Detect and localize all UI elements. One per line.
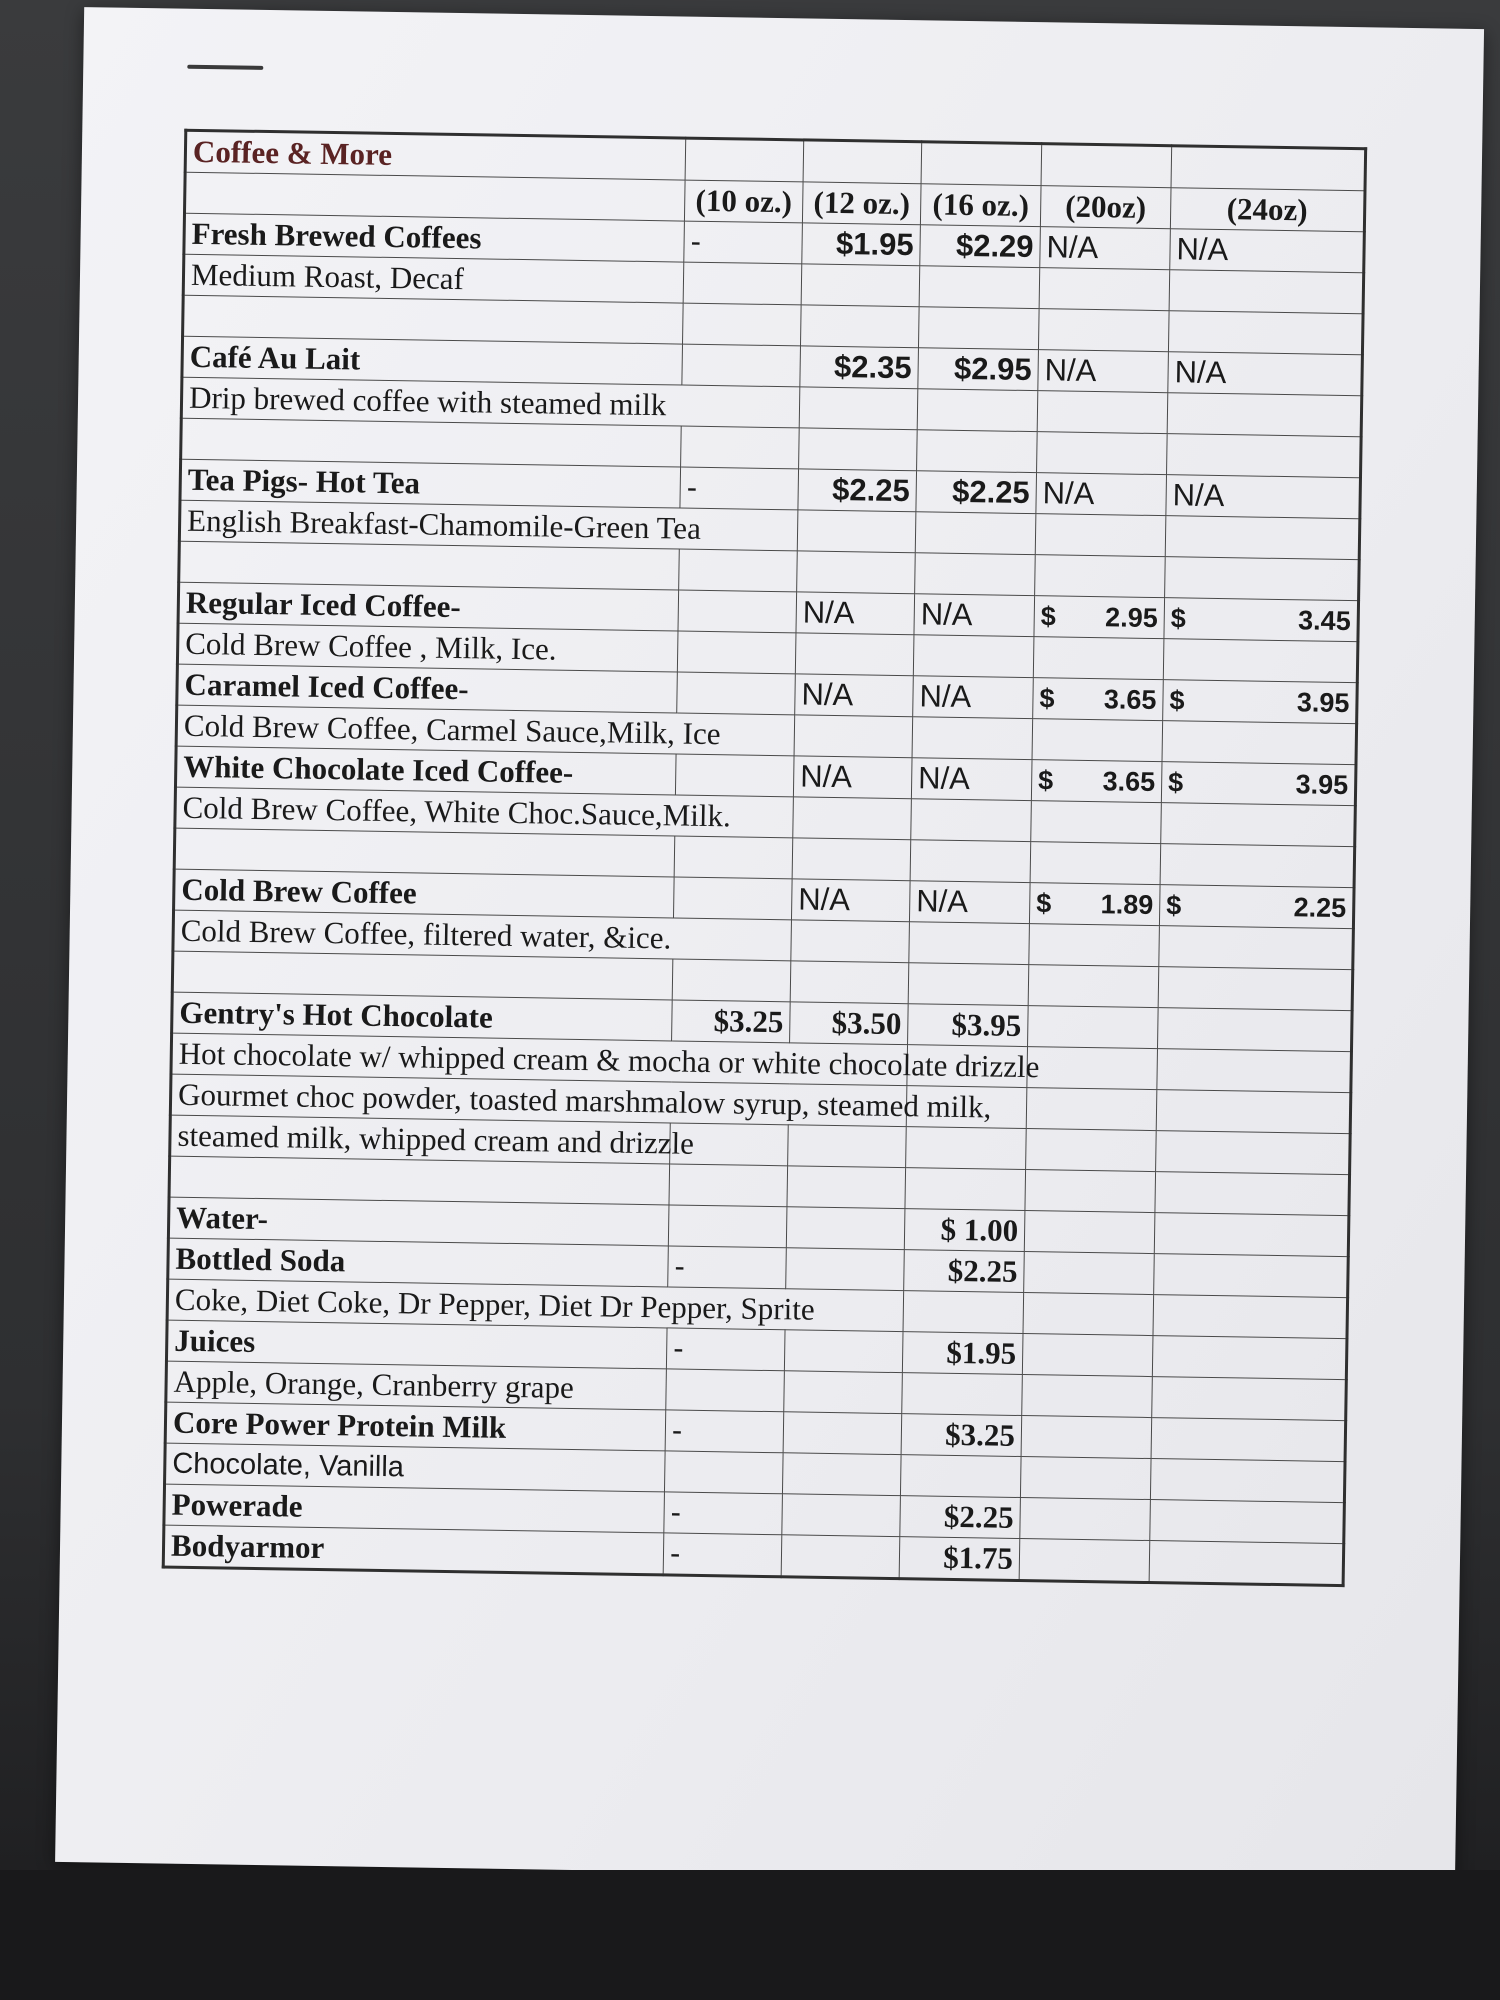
price-cell: N/A	[909, 881, 1030, 924]
price-cell: $3.25	[901, 1414, 1022, 1457]
dark-surface	[0, 1870, 1500, 2000]
item-description: Apple, Orange, Cranberry grape	[166, 1361, 667, 1410]
item-description: Cold Brew Coffee, White Choc.Sauce,Milk.	[175, 787, 794, 838]
size-header: (20oz)	[1040, 186, 1171, 229]
price-cell: N/A	[795, 674, 914, 717]
price-cell: -	[666, 1328, 785, 1371]
item-description: Medium Roast, Decaf	[183, 254, 684, 303]
item-name: White Chocolate Iced Coffee-	[175, 746, 676, 795]
item-name: Core Power Protein Milk	[165, 1402, 666, 1451]
price-cell: N/A	[1038, 350, 1169, 393]
price-cell: -	[663, 1533, 782, 1577]
item-description: Cold Brew Coffee, filtered water, &ice.	[173, 910, 792, 961]
price-cell: $ 2.95	[1034, 596, 1165, 639]
item-name: Juices	[166, 1320, 667, 1369]
item-name: Water-	[168, 1197, 669, 1246]
price-cell: $2.29	[920, 225, 1041, 268]
price-cell: $ 1.00	[904, 1209, 1025, 1252]
price-cell: N/A	[1040, 227, 1171, 270]
price-cell: N/A	[1166, 475, 1361, 519]
price-cell: $ 1.89	[1029, 883, 1160, 926]
item-description: Cold Brew Coffee , Milk, Ice.	[177, 623, 678, 672]
price-cell: -	[684, 221, 803, 264]
pen-mark	[187, 65, 263, 70]
price-cell: $2.25	[798, 469, 917, 512]
price-cell: $ 3.45	[1164, 598, 1359, 642]
price-cell: $2.25	[904, 1250, 1025, 1293]
item-name: Gentry's Hot Chocolate	[172, 992, 673, 1041]
price-cell: -	[664, 1492, 783, 1535]
menu-table	[162, 129, 1367, 1587]
price-cell: $ 3.65	[1031, 760, 1162, 803]
menu-title: Coffee & More	[185, 130, 686, 180]
price-cell: $ 3.65	[1033, 678, 1164, 721]
item-name: Bottled Soda	[168, 1238, 669, 1287]
price-cell: $2.35	[800, 346, 919, 389]
item-name: Cold Brew Coffee	[174, 869, 675, 918]
item-name: Caramel Iced Coffee-	[177, 664, 678, 713]
item-name: Bodyarmor	[163, 1525, 664, 1575]
item-description: Drip brewed coffee with steamed milk	[181, 377, 800, 428]
item-description: English Breakfast-Chamomile-Green Tea	[179, 500, 798, 551]
price-cell: $ 3.95	[1161, 762, 1356, 806]
price-cell: N/A	[1036, 473, 1167, 516]
item-name: Tea Pigs- Hot Tea	[180, 459, 681, 508]
size-header: (16 oz.)	[920, 184, 1041, 227]
price-cell: -	[665, 1410, 784, 1453]
item-name: Powerade	[164, 1484, 665, 1533]
item-description: Coke, Diet Coke, Dr Pepper, Diet Dr Pepper, Sprite	[167, 1279, 904, 1332]
price-cell: $1.75	[899, 1537, 1020, 1581]
item-description: Hot chocolate w/ whipped cream & mocha or white chocolate drizzle	[171, 1033, 908, 1086]
item-name: Fresh Brewed Coffees	[184, 213, 685, 262]
price-cell: $3.95	[908, 1004, 1029, 1047]
price-cell: $1.95	[802, 223, 921, 266]
size-header: (24oz)	[1170, 188, 1365, 232]
price-cell: N/A	[911, 758, 1032, 801]
item-description: steamed milk, whipped cream and drizzle	[170, 1115, 671, 1164]
item-description: Gourmet choc powder, toasted marshmalow syrup, steamed milk,	[170, 1074, 907, 1127]
price-cell: $2.25	[900, 1496, 1021, 1539]
item-description: Chocolate, Vanilla	[165, 1443, 666, 1492]
price-cell: $2.95	[918, 348, 1039, 391]
price-cell: N/A	[796, 592, 915, 635]
item-description: Cold Brew Coffee, Carmel Sauce,Milk, Ice	[176, 705, 795, 756]
item-name: Café Au Lait	[182, 336, 683, 385]
price-cell: $2.25	[916, 471, 1037, 514]
price-cell: $3.50	[790, 1002, 909, 1045]
price-cell: -	[680, 467, 799, 510]
price-cell: N/A	[913, 676, 1034, 719]
price-cell: $ 3.95	[1163, 680, 1358, 724]
price-cell: N/A	[793, 756, 912, 799]
size-header: (12 oz.)	[802, 182, 921, 225]
price-cell: -	[668, 1246, 787, 1289]
size-header: (10 oz.)	[684, 180, 803, 223]
price-cell: N/A	[791, 879, 910, 922]
price-cell: N/A	[1170, 229, 1365, 273]
price-cell: $1.95	[902, 1332, 1023, 1375]
menu-sheet	[55, 7, 1484, 1884]
item-name: Regular Iced Coffee-	[178, 582, 679, 631]
price-cell: N/A	[1168, 352, 1363, 396]
price-cell: N/A	[914, 594, 1035, 637]
price-cell: $ 2.25	[1159, 885, 1354, 929]
price-cell: $3.25	[672, 1000, 791, 1043]
